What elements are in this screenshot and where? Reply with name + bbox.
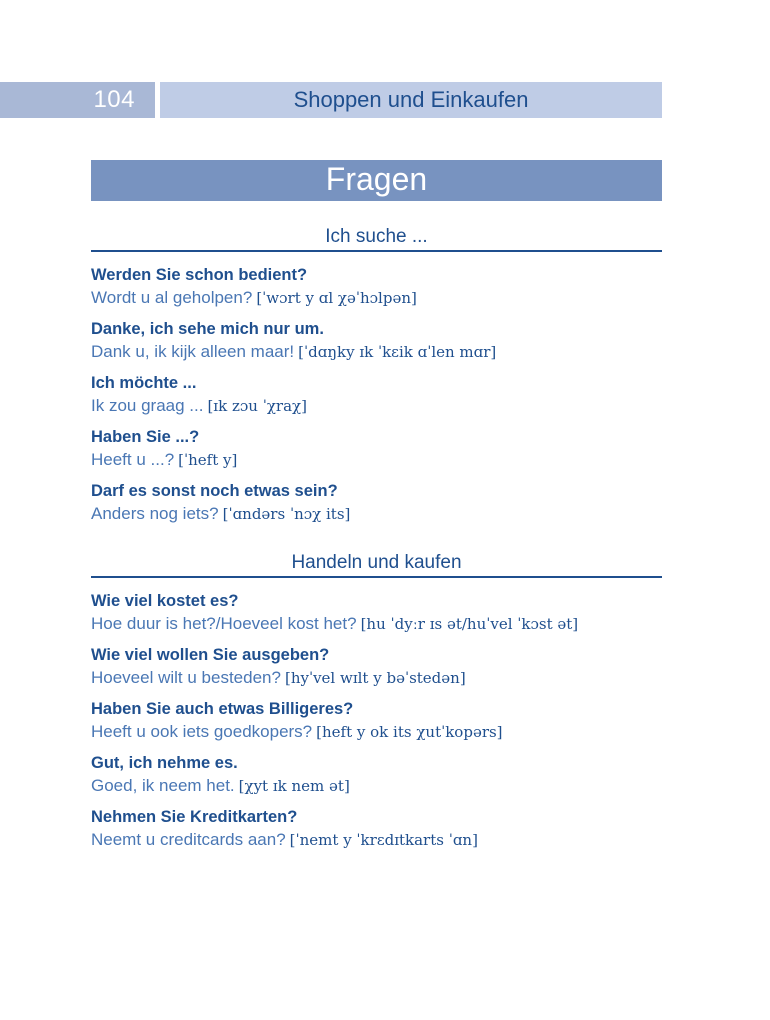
dutch-line xyxy=(91,502,662,526)
dutch-phrase: Goed, ik neem het. xyxy=(91,776,235,795)
phrase-item xyxy=(91,590,662,636)
ipa-transcription: [ˈɑndərs ˈnɔχ its] xyxy=(222,505,351,523)
german-phrase: Wie viel kostet es? xyxy=(91,592,239,610)
german-phrase: Danke, ich sehe mich nur um. xyxy=(91,320,324,338)
chapter-header xyxy=(160,82,662,118)
german-phrase: Haben Sie ...? xyxy=(91,428,200,446)
dutch-line xyxy=(91,340,662,364)
page-number: 104 xyxy=(93,86,135,113)
dutch-line xyxy=(91,394,662,418)
phrase-item xyxy=(91,752,662,798)
dutch-line xyxy=(91,666,662,690)
ipa-transcription: [hu ˈdyːr ɪs ət/huˈvel ˈkɔst ət] xyxy=(360,615,579,633)
german-phrase: Nehmen Sie Kreditkarten? xyxy=(91,808,298,826)
subsection-heading: Ich suche ... xyxy=(91,226,662,252)
section-banner xyxy=(91,160,662,201)
dutch-line xyxy=(91,828,662,852)
ipa-transcription: [ˈheft y] xyxy=(178,451,238,469)
ipa-transcription: [χyt ɪk nem ət] xyxy=(238,777,350,795)
page-number-box xyxy=(0,82,155,118)
dutch-line xyxy=(91,286,662,310)
dutch-phrase: Ik zou graag ... xyxy=(91,396,204,415)
dutch-line xyxy=(91,612,662,636)
german-phrase: Werden Sie schon bedient? xyxy=(91,266,308,284)
phrase-item xyxy=(91,426,662,472)
dutch-phrase: Hoeveel wilt u besteden? xyxy=(91,668,281,687)
subsection-handeln-und-kaufen xyxy=(91,552,662,852)
phrase-item xyxy=(91,318,662,364)
phrase-item xyxy=(91,698,662,744)
german-phrase: Wie viel wollen Sie ausgeben? xyxy=(91,646,330,664)
ipa-transcription: [heft y ok its χutˈkopərs] xyxy=(316,723,503,741)
german-phrase: Gut, ich nehme es. xyxy=(91,754,238,772)
dutch-phrase: Wordt u al geholpen? xyxy=(91,288,253,307)
dutch-line xyxy=(91,774,662,798)
german-phrase: Haben Sie auch etwas Billigeres? xyxy=(91,700,354,718)
phrase-item xyxy=(91,264,662,310)
subsection-heading: Handeln und kaufen xyxy=(91,552,662,578)
german-phrase: Ich möchte ... xyxy=(91,374,197,392)
dutch-phrase: Neemt u creditcards aan? xyxy=(91,830,286,849)
dutch-phrase: Hoe duur is het?/Hoeveel kost het? xyxy=(91,614,357,633)
phrase-item xyxy=(91,644,662,690)
dutch-line xyxy=(91,720,662,744)
ipa-transcription: [ˈwɔrt y ɑl χəˈhɔlpən] xyxy=(256,289,417,307)
phrase-list xyxy=(91,590,662,852)
dutch-phrase: Heeft u ook iets goedkopers? xyxy=(91,722,313,741)
dutch-phrase: Anders nog iets? xyxy=(91,504,219,523)
phrase-list xyxy=(91,264,662,526)
phrase-item xyxy=(91,372,662,418)
chapter-title: Shoppen und Einkaufen xyxy=(293,87,529,112)
phrase-item xyxy=(91,806,662,852)
subsection-ich-suche xyxy=(91,226,662,526)
dutch-phrase: Dank u, ik kijk alleen maar! xyxy=(91,342,295,361)
ipa-transcription: [ɪk zɔu ˈχraχ] xyxy=(207,397,307,415)
dutch-line xyxy=(91,448,662,472)
ipa-transcription: [ˈnemt y ˈkrɛdɪtkarts ˈɑn] xyxy=(289,831,478,849)
german-phrase: Darf es sonst noch etwas sein? xyxy=(91,482,338,500)
phrase-item xyxy=(91,480,662,526)
ipa-transcription: [ˈdɑŋky ɪk ˈkɛik ɑˈlen mɑr] xyxy=(298,343,497,361)
ipa-transcription: [hyˈvel wɪlt y bəˈstedən] xyxy=(284,669,466,687)
section-title: Fragen xyxy=(325,161,428,197)
dutch-phrase: Heeft u ...? xyxy=(91,450,175,469)
